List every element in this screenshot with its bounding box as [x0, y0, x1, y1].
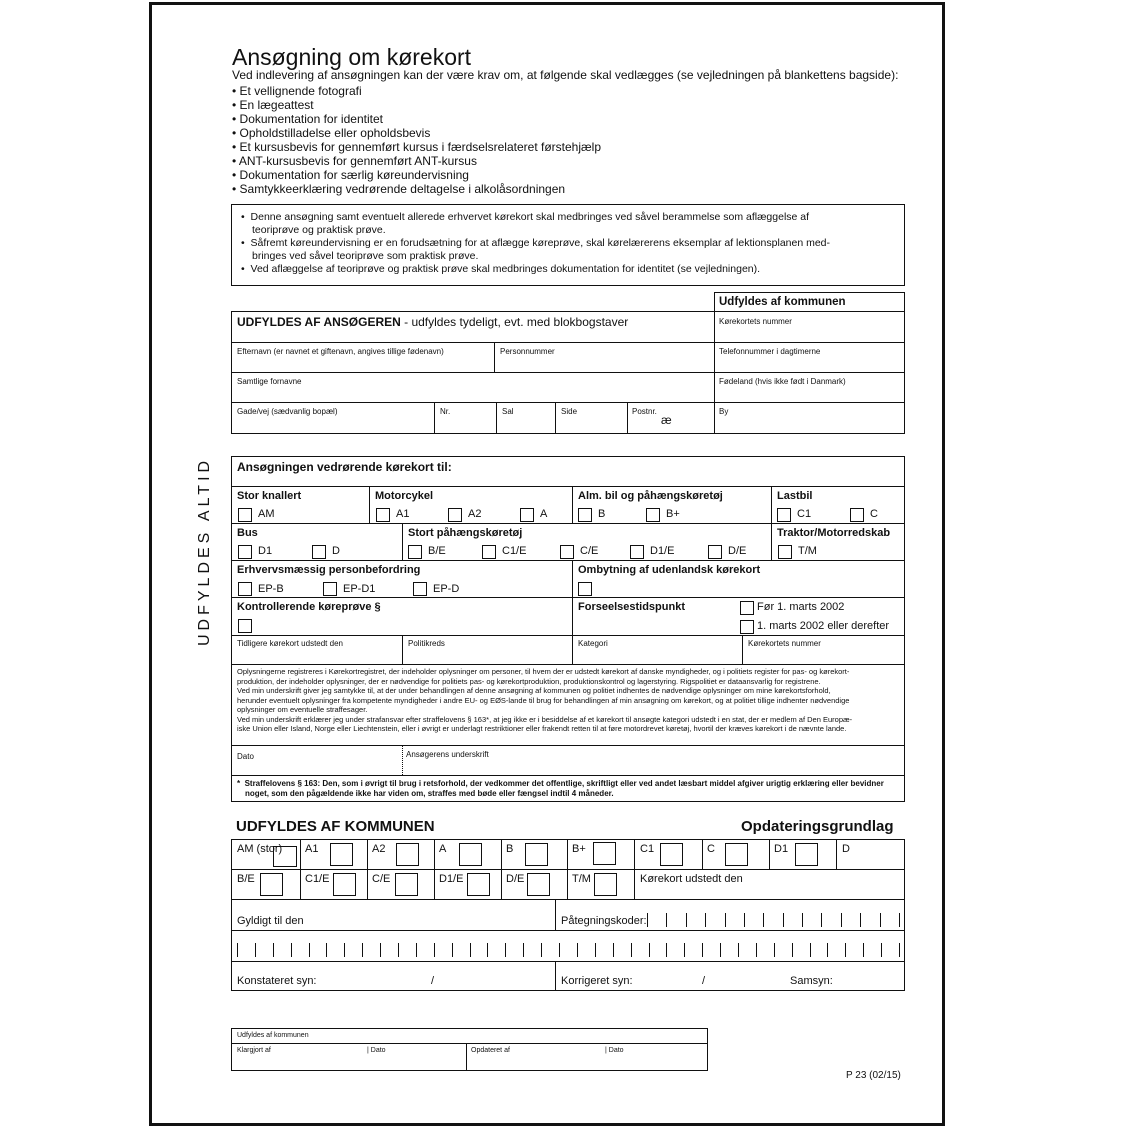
- code-tick: [559, 943, 560, 957]
- gade-field[interactable]: Gade/vej (sædvanlig bopæl): [237, 407, 338, 416]
- be-label: B/E: [428, 545, 446, 557]
- k-be-label: B/E: [237, 873, 255, 885]
- k-a1-label: A1: [305, 843, 319, 855]
- code-ticks-row[interactable]: [237, 942, 901, 958]
- ce-checkbox[interactable]: [560, 545, 574, 559]
- code-tick: [899, 943, 900, 957]
- code-tick: [595, 943, 596, 957]
- korekortnr-field[interactable]: Kørekortets nummer: [748, 639, 821, 648]
- paategning-label: Påtegningskoder:: [561, 915, 647, 927]
- k-c1-box[interactable]: [660, 843, 683, 866]
- d1-checkbox[interactable]: [238, 545, 252, 559]
- tm-label: T/M: [798, 545, 817, 557]
- nr-field[interactable]: Nr.: [440, 407, 451, 416]
- bplus-checkbox[interactable]: [646, 508, 660, 522]
- postnr-field[interactable]: Postnr.: [632, 407, 657, 416]
- ombytning-checkbox[interactable]: [578, 582, 592, 596]
- epd1-checkbox[interactable]: [323, 582, 337, 596]
- code-tick: [326, 943, 327, 957]
- d1e-checkbox[interactable]: [630, 545, 644, 559]
- k-d-label: D: [842, 843, 850, 855]
- code-tick: [827, 943, 828, 957]
- code-tick: [452, 943, 453, 957]
- bottom-head: Udfyldes af kommunen: [237, 1032, 309, 1039]
- c1e-checkbox[interactable]: [482, 545, 496, 559]
- code-tick: [344, 943, 345, 957]
- k-a2-label: A2: [372, 843, 386, 855]
- code-tick: [666, 913, 667, 927]
- for2002-checkbox[interactable]: [740, 601, 754, 615]
- kategori-field[interactable]: Kategori: [578, 639, 608, 648]
- code-tick: [255, 943, 256, 957]
- lastbil-label: Lastbil: [777, 490, 813, 502]
- for2002-label: Før 1. marts 2002: [757, 601, 845, 613]
- intro-text: Ved indlevering af ansøgningen kan der være krav om, at følgende skal vedlægges (se vejledningen på blankettens bagside):: [232, 68, 899, 82]
- erhverv-label: Erhvervsmæssig personbefordring: [237, 564, 421, 576]
- de-checkbox[interactable]: [708, 545, 722, 559]
- code-tick: [725, 913, 726, 927]
- kontrol-label: Kontrollerende køreprøve §: [237, 601, 381, 613]
- code-tick: [291, 943, 292, 957]
- slash-1: /: [431, 975, 435, 987]
- code-tick: [577, 943, 578, 957]
- epb-label: EP-B: [258, 583, 284, 595]
- code-tick: [792, 943, 793, 957]
- k-de-label: D/E: [506, 873, 525, 885]
- k-bplus-label: B+: [572, 843, 586, 855]
- bullet-list: [232, 84, 601, 196]
- list-item: • Samtykkeerklæring vedrørende deltagelse i alkolåsordningen: [232, 182, 566, 196]
- a2-label: A2: [468, 508, 482, 520]
- k-c1-label: C1: [640, 843, 655, 855]
- k-c1e-box[interactable]: [333, 873, 356, 896]
- epd-label: EP-D: [433, 583, 460, 595]
- almbil-label: Alm. bil og påhængskøretøj: [578, 490, 723, 502]
- code-tick: [763, 913, 764, 927]
- stortpah-label: Stort påhængskøretøj: [408, 527, 523, 539]
- consent-text: Oplysningerne registreres i Kørekortregistret, der indeholder oplysninger om personer, til hvem der er udstedt kørekort af danske myndigheder, og i politiets register for pas- og kørekort- produktion, der indeholder oplysninger, der er nødvendige for politiets pas- og kørekortproduktion, produktionskontrol og lagerstyring. Rigspolitiet er dataansvarlig for registrene. Ved min underskrift giver jeg samtykke til, at der under behandlingen af denne ansøgning af kommunen og politiet indhentes de nødvendige oplysninger om mine kørekortsforhold, herunder eventuelt oplysninger fra kompetente myndigheder i andre EU- og EØS-lande til brug for behandlingen af min ansøgning om kørekort, og at politiet tillige indhenter nødvendige oplysninger om eventuelle straffesager. Ved min underskrift erklærer jeg under strafansvar efter straffelovens § 163*, at jeg ikke er i besiddelse af et kørekort til ansøgte kategori udstedt i en stat, der er medlem af Den Europæ- iske Union eller Island, Norge eller Liechtenstein, eller i øvrigt er underlagt restriktioner eller frakendt retten til at føre motordrevet køretøj, hvortil der kræves kørekort i de nævnte lande.: [237, 667, 853, 733]
- kontrol-checkbox[interactable]: [238, 619, 252, 633]
- stor-knallert-label: Stor knallert: [237, 490, 302, 502]
- k-c-box[interactable]: [725, 843, 748, 866]
- code-tick: [505, 943, 506, 957]
- code-tick: [841, 913, 842, 927]
- traktor-label: Traktor/Motorredskab: [777, 527, 891, 539]
- code-tick: [738, 943, 739, 957]
- list-item: • ANT-kursusbevis for gennemført ANT-kursus: [232, 154, 477, 168]
- konstateret-field[interactable]: Konstateret syn:: [237, 975, 317, 987]
- politikreds-field[interactable]: Politikreds: [408, 639, 445, 648]
- d1-label: D1: [258, 545, 273, 557]
- form-code: P 23 (02/15): [846, 1070, 901, 1081]
- k-b-box[interactable]: [525, 843, 548, 866]
- kommune-heading: UDFYLDES AF KOMMUNEN: [236, 818, 435, 835]
- k-a-box[interactable]: [459, 843, 482, 866]
- code-tick: [881, 943, 882, 957]
- ombytning-label: Ombytning af udenlandsk kørekort: [578, 564, 761, 576]
- k-a-label: A: [439, 843, 447, 855]
- d1e-label: D1/E: [650, 545, 675, 557]
- code-tick: [880, 913, 881, 927]
- dato-field[interactable]: Dato: [237, 752, 254, 761]
- code-tick: [845, 943, 846, 957]
- code-tick: [744, 913, 745, 927]
- k-c-label: C: [707, 843, 715, 855]
- epd-checkbox[interactable]: [413, 582, 427, 596]
- k-tm-label: T/M: [572, 873, 591, 885]
- tm-checkbox[interactable]: [778, 545, 792, 559]
- list-item: • En lægeattest: [232, 98, 314, 112]
- code-tick: [756, 943, 757, 957]
- slash-2: /: [702, 975, 706, 987]
- k-c1e-label: C1/E: [305, 873, 330, 885]
- code-tick: [860, 913, 861, 927]
- a1-label: A1: [396, 508, 410, 520]
- opdateret-field[interactable]: Opdateret af: [471, 1047, 510, 1054]
- list-item: • Et kursusbevis for gennemført kursus i færdselsrelateret førstehjælp: [232, 140, 602, 154]
- c1-checkbox[interactable]: [777, 508, 791, 522]
- opdatering-heading: Opdateringsgrundlag: [741, 818, 894, 835]
- fornavne-field[interactable]: Samtlige fornavne: [237, 377, 302, 386]
- code-tick: [631, 943, 632, 957]
- code-tick: [613, 943, 614, 957]
- kommune-head: Udfyldes af kommunen: [719, 296, 846, 308]
- k-ce-label: C/E: [372, 873, 391, 885]
- a2-checkbox[interactable]: [448, 508, 462, 522]
- code-tick: [416, 943, 417, 957]
- code-tick: [666, 943, 667, 957]
- korekort-nr-field[interactable]: Kørekortets nummer: [719, 317, 792, 326]
- forseelse-label: Forseelsestidspunkt: [578, 601, 685, 613]
- code-tick: [523, 943, 524, 957]
- d-label: D: [332, 545, 340, 557]
- korrigeret-field[interactable]: Korrigeret syn:: [561, 975, 633, 987]
- code-tick: [802, 913, 803, 927]
- underskrift-field[interactable]: Ansøgerens underskrift: [406, 750, 489, 759]
- category-heading: Ansøgningen vedrørende kørekort til:: [237, 460, 452, 474]
- code-tick: [487, 943, 488, 957]
- code-tick: [810, 943, 811, 957]
- footnote: * Straffelovens § 163: Den, som i øvrigt til brug i retsforhold, der vedkommer det offentlige, skriftligt eller ved andet læsbart middel afgiver urigtig erklæring eller bevidner noget, som den pågældende ikke har viden om, straffes med bøde eller fængsel indtil 4 måneder.: [237, 779, 884, 798]
- list-item: • Et vellignende fotografi: [232, 84, 362, 98]
- code-tick: [237, 943, 238, 957]
- sal-field[interactable]: Sal: [502, 407, 514, 416]
- b-checkbox[interactable]: [578, 508, 592, 522]
- list-item: • Dokumentation for særlig køreundervisning: [232, 168, 469, 182]
- c1e-label: C1/E: [502, 545, 527, 557]
- k-tm-box[interactable]: [594, 873, 617, 896]
- udstedt-field[interactable]: Kørekort udstedt den: [640, 873, 743, 885]
- k-d1-box[interactable]: [795, 843, 818, 866]
- list-item: • Opholdstilladelse eller opholdsbevis: [232, 126, 431, 140]
- bplus-label: B+: [666, 508, 680, 520]
- side-field[interactable]: Side: [561, 407, 578, 416]
- code-tick: [647, 913, 648, 927]
- efter2002-label: 1. marts 2002 eller derefter: [757, 620, 890, 632]
- code-tick: [899, 913, 900, 927]
- am-checkbox[interactable]: [238, 508, 252, 522]
- k-d1e-label: D1/E: [439, 873, 464, 885]
- code-tick: [702, 943, 703, 957]
- side-label: UDFYLDES ALTID: [196, 456, 213, 646]
- code-tick: [362, 943, 363, 957]
- code-tick: [783, 913, 784, 927]
- list-item: • Dokumentation for identitet: [232, 112, 383, 126]
- d-checkbox[interactable]: [312, 545, 326, 559]
- klargjort-field[interactable]: Klargjort af: [237, 1047, 271, 1054]
- a-label: A: [540, 508, 548, 520]
- samsyn-field[interactable]: Samsyn:: [790, 975, 833, 987]
- motorcykel-label: Motorcykel: [375, 490, 434, 502]
- c1-label: C1: [797, 508, 812, 520]
- k-ce-box[interactable]: [395, 873, 418, 896]
- k-de-box[interactable]: [527, 873, 550, 896]
- code-tick: [470, 943, 471, 957]
- be-checkbox[interactable]: [408, 545, 422, 559]
- tidligere-field[interactable]: Tidligere kørekort udstedt den: [237, 639, 343, 648]
- code-tick: [398, 943, 399, 957]
- notice-text: • Denne ansøgning samt eventuelt allerede erhvervet kørekort skal medbringes ved såvel berammelse som aflæggelse af teoriprøve og praktisk prøve. • Såfremt køreundervisning er en forudsætning for at aflægge køreprøve, skal kørelærerens eksemplar af lektionsplanen med- bringes ved såvel teoriprøve som praktisk prøve. • Ved aflæggelse af teoriprøve og praktisk prøve skal medbringes dokumentation for identitet (se vejledningen).: [241, 211, 831, 275]
- gyldigt-field[interactable]: Gyldigt til den: [237, 915, 304, 927]
- ce-label: C/E: [580, 545, 599, 557]
- page-title: Ansøgning om kørekort: [232, 44, 472, 70]
- code-tick: [686, 913, 687, 927]
- bottom-dato1-field[interactable]: Dato: [370, 1047, 386, 1054]
- telefon-field[interactable]: Telefonnummer i dagtimerne: [719, 347, 821, 356]
- code-tick: [434, 943, 435, 957]
- k-a1-box[interactable]: [330, 843, 353, 866]
- k-d1e-box[interactable]: [467, 873, 490, 896]
- code-tick: [309, 943, 310, 957]
- code-tick: [821, 913, 822, 927]
- k-am-label: AM (stor): [237, 843, 283, 855]
- by-field[interactable]: By: [719, 407, 729, 416]
- c-label: C: [870, 508, 878, 520]
- bottom-dato2-field[interactable]: Dato: [608, 1047, 624, 1054]
- code-tick: [684, 943, 685, 957]
- code-tick: [273, 943, 274, 957]
- am-label: AM: [258, 508, 275, 520]
- efternavn-field[interactable]: Efternavn (er navnet et giftenavn, angives tillige fødenavn): [237, 347, 444, 356]
- code-tick: [774, 943, 775, 957]
- k-d1-label: D1: [774, 843, 789, 855]
- b-label: B: [598, 508, 606, 520]
- epd1-label: EP-D1: [343, 583, 376, 595]
- postnr-value: æ: [661, 413, 672, 427]
- efter2002-checkbox[interactable]: [740, 620, 754, 634]
- applicant-heading: UDFYLDES AF ANSØGEREN - udfyldes tydeligt, evt. med blokbogstaver: [237, 315, 629, 329]
- code-tick: [541, 943, 542, 957]
- epb-checkbox[interactable]: [238, 582, 252, 596]
- k-a2-box[interactable]: [396, 843, 419, 866]
- code-tick: [705, 913, 706, 927]
- paategning-code-ticks[interactable]: [647, 912, 901, 928]
- personnummer-field[interactable]: Personnummer: [500, 347, 555, 356]
- de-label: D/E: [728, 545, 747, 557]
- c-checkbox[interactable]: [850, 508, 864, 522]
- code-tick: [863, 943, 864, 957]
- fodeland-field[interactable]: Fødeland (hvis ikke født i Danmark): [719, 377, 846, 386]
- code-tick: [720, 943, 721, 957]
- code-tick: [380, 943, 381, 957]
- bus-label: Bus: [237, 527, 258, 539]
- a-checkbox[interactable]: [520, 508, 534, 522]
- k-b-label: B: [506, 843, 514, 855]
- a1-checkbox[interactable]: [376, 508, 390, 522]
- code-tick: [649, 943, 650, 957]
- k-bplus-box[interactable]: [593, 842, 616, 865]
- k-be-box[interactable]: [260, 873, 283, 896]
- k-am-box[interactable]: [273, 846, 297, 867]
